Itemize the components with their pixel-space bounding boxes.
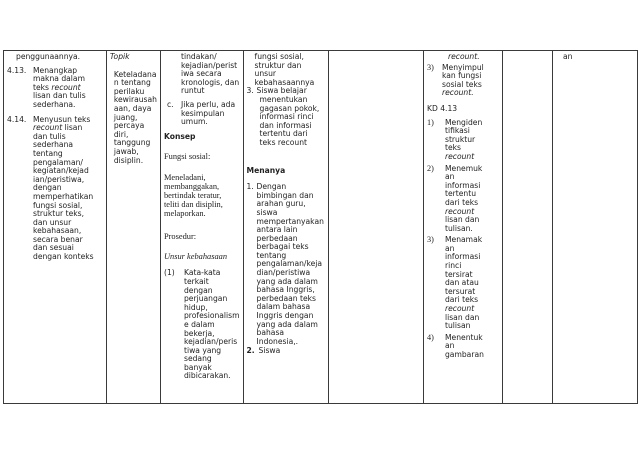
time-allocation-cell: an [552, 51, 637, 404]
competency-cell [4, 51, 107, 404]
list-item: 4) Menentuk an gambaran [426, 332, 484, 359]
social-function-label: Fungsi sosial: [163, 152, 211, 162]
syllabus-table [3, 50, 638, 404]
questioning-heading: Menanya [246, 165, 286, 175]
list-item: 4.14. Menyusun teks recount lisan dan tulis sederhana tentang pengalaman/ kegiatan/kejad ian/peristiwa, dengan memperhatikan fungsi sosial, struktur teks, dan unsur kebahasaan, secara benar dan sesuai dengan konteks [7, 114, 94, 262]
list-item: 3. Siswa belajar menentukan gagasan pokok, informasi rinci dan informasi tertentu dari teks recount [246, 86, 320, 147]
list-item: 2. Siswa [246, 346, 281, 356]
list-item: 2) Menemuk an informasi tertentu dari teks recount lisan dan tulisan. [426, 163, 483, 233]
list-item: 3) Menyimpul kan fungsi sosial teks recount. [426, 62, 484, 98]
list-item: 1. Dengan bimbingan dan arahan guru, siswa mempertanyakan antara lain perbedaan berbagai teks tentang pengalaman/keja dian/peristiwa yang ada dalam bahasa Inggris, perbedaan teks dalam bahasa Inggris dengan yang ada dalam bahasa Indonesia,. [246, 182, 324, 346]
list-item: 3) Menamak an informasi rinci tersirat dan atau tersurat dari teks recount lisan dan tulisan [426, 235, 483, 331]
topic-cell: Topik Keteladana n tentang perilaku kewirausah aan, daya juang, percaya diri, tanggung jawab, disiplin. [106, 51, 160, 404]
empty-cell [329, 51, 424, 404]
learning-activity-cell: fungsi sosial, struktur dan unsur kebahasaannya 3. Siswa belajar menentukan gagasan pokok, informasi rinci dan informasi tertentu dari teks recount Menanya 1. Dengan bimbingan dan arahan guru, siswa mempertanyakan antara lain perbedaan berbagai teks tentang pengalaman/keja dian/peristiwa yang ada dalam bahasa Inggris, perbedaan teks dalam bahasa Inggris dengan yang ada dalam bahasa Indonesia,. 2. Siswa [243, 51, 329, 404]
procedure-label: Prosedur: [163, 232, 197, 242]
list-item: 1) Mengiden tifikasi struktur teks recount [426, 117, 483, 161]
list-item: c. Jika perlu, ada kesimpulan umum. [166, 99, 236, 127]
empty-cell [502, 51, 552, 404]
kd-label: KD 4.13 [426, 103, 458, 113]
assessment-cell: recount. 3) Menyimpul kan fungsi sosial teks recount. KD 4.13 1) Mengiden tifikasi struktur teks recount 2) Menemuk an informasi tertentu dari teks recount lisan dan tulisan. 3) Menamak an informasi rinci tersirat dan atau tersurat dari teks recount lisan dan tulisan 4) Menentuk an gambaran [423, 51, 502, 404]
list-item: (1) Kata-kata terkait dengan perjuangan hidup, profesionalism e dalam bekerja, kejadian/peris tiwa yang sedang banyak dibicarakan. [163, 268, 240, 381]
language-features-label: Unsur kebahasaan [163, 252, 228, 262]
material-cell: tindakan/ kejadian/perist iwa secara kronologis, dan runtut c. Jika perlu, ada kesimpulan umum. Konsep Fungsi sosial: Meneladani, membanggakan, bertindak teratur, teliti dan disiplin, melaporkan. Prosedur: Unsur kebahasaan (1) Kata-kata terkait dengan perjuangan hidup, profesionalism e dalam bekerja, kejadian/peris tiwa yang sedang banyak dibicarakan. [160, 51, 243, 404]
list-item: 4.13. Menangkap makna dalam teks recount lisan dan tulis sederhana. [7, 65, 86, 109]
concept-heading: Konsep [163, 131, 196, 141]
table-row [4, 51, 638, 404]
topic-heading: Topik [109, 52, 130, 61]
text-line: penggunaannya. [16, 52, 81, 61]
